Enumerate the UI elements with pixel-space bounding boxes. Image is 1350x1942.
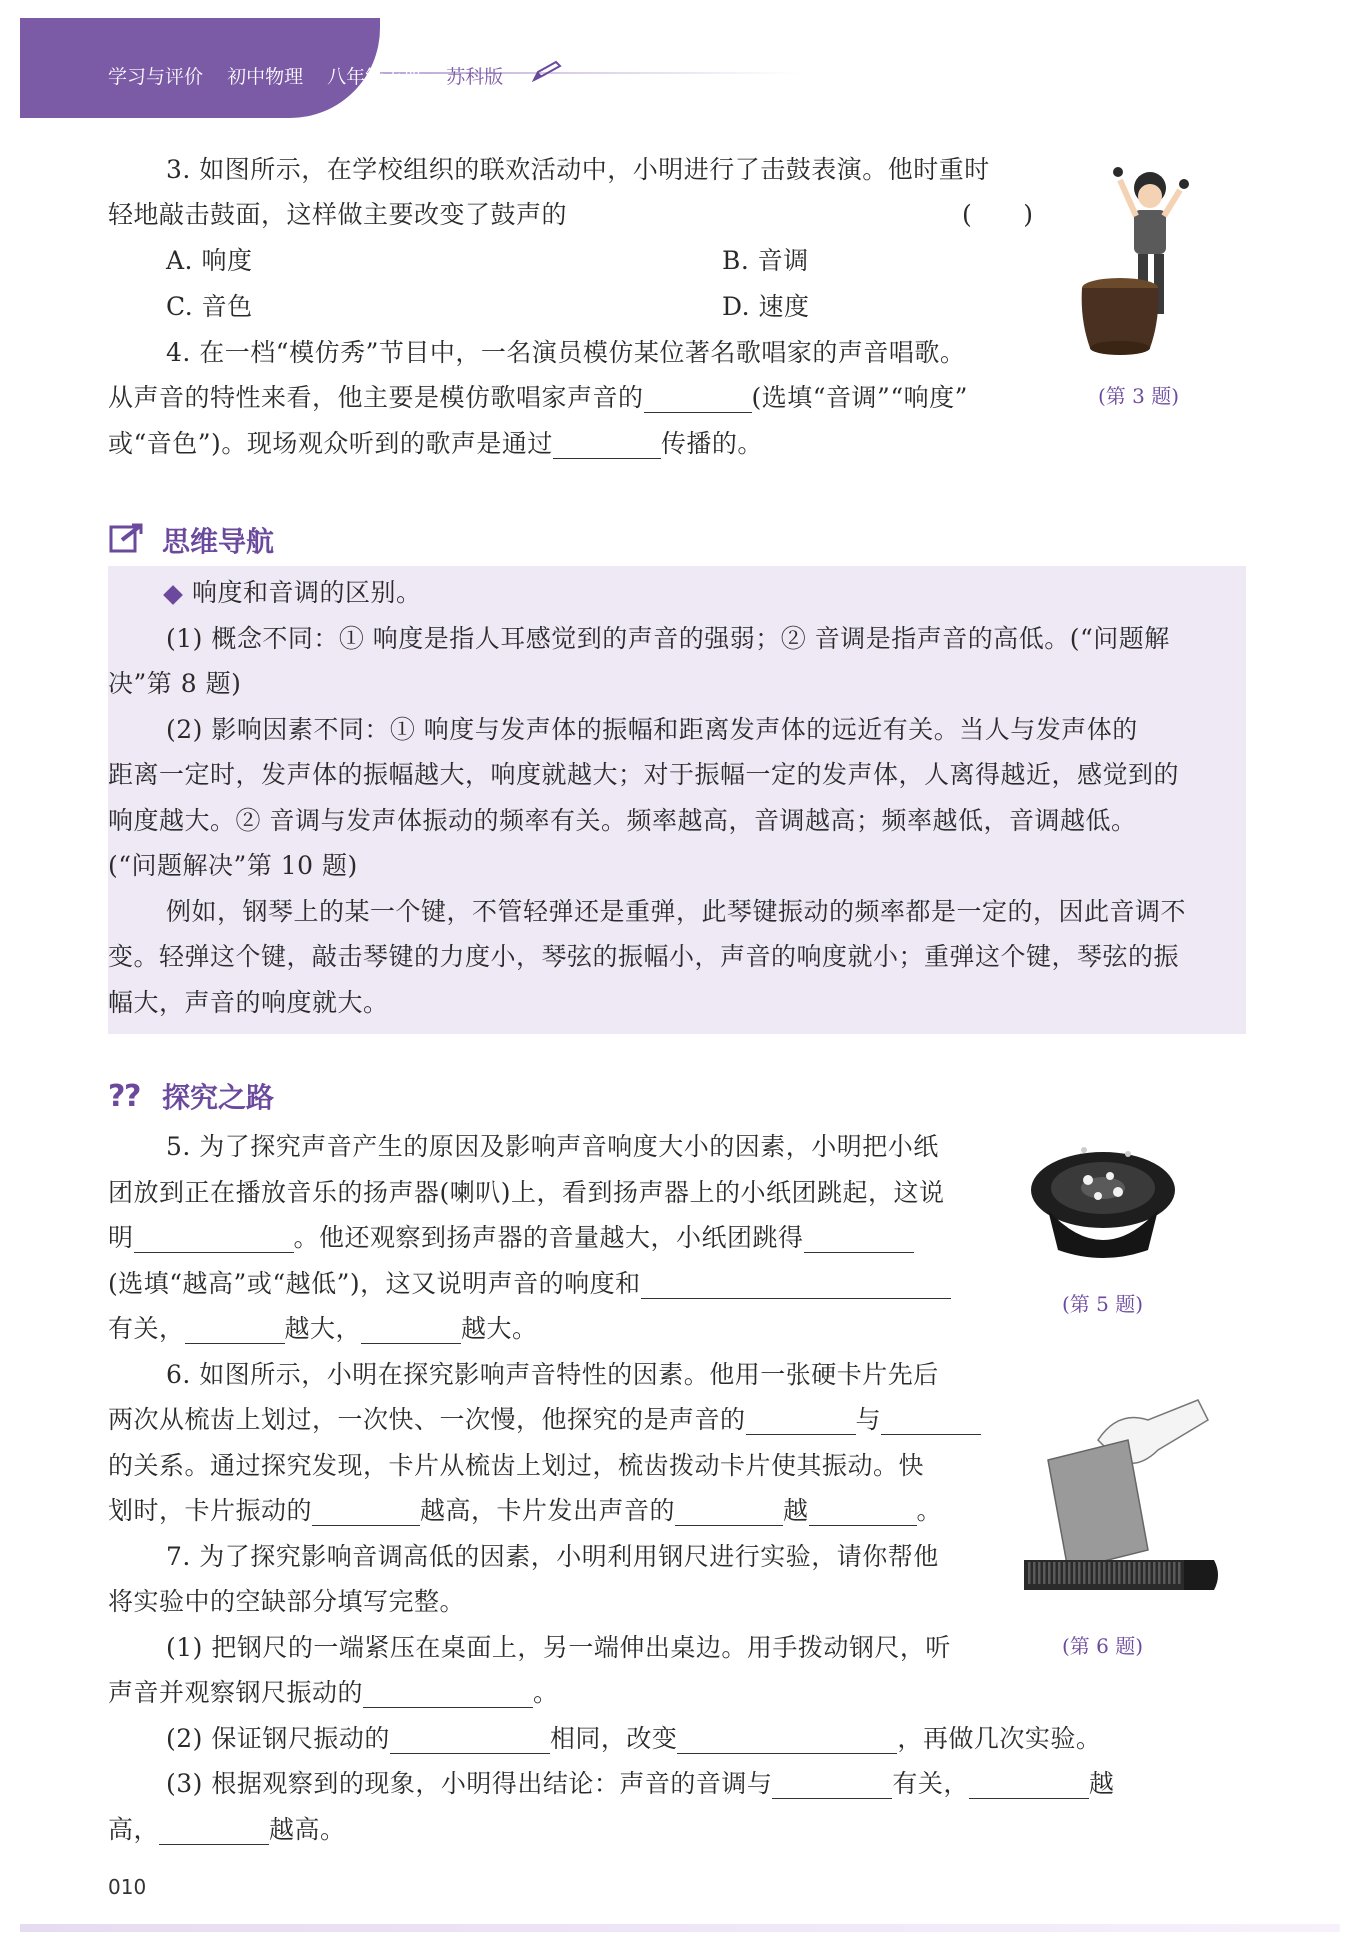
header-series: 学习与评价: [108, 66, 204, 88]
nav-p2b: 距离一定时，发声体的振幅越大，响度就越大；对于振幅一定的发声体，人离得越近，感觉到的: [108, 760, 1180, 789]
q7-blank-2[interactable]: [390, 1727, 550, 1754]
q5-line5-mid: 越大，: [284, 1314, 362, 1343]
q4-line2-hint: (选填“音调”“响度”: [751, 383, 968, 412]
q5-figure-caption: (第 5 题): [1062, 1292, 1144, 1316]
q4-line3-text: 或“音色”)。现场观众听到的歌声是通过: [108, 429, 553, 458]
q7-blank-3[interactable]: [677, 1727, 897, 1754]
q5-blank-4[interactable]: [185, 1317, 285, 1344]
q6-line1: 6. 如图所示，小明在探究影响声音特性的因素。他用一张硬卡片先后: [166, 1360, 939, 1389]
nav-p2a: (2) 影响因素不同：① 响度与发声体的振幅和距离发声体的远近有关。当人与发声体的: [166, 715, 1138, 744]
q7-step2-mid: 相同，改变: [549, 1724, 678, 1753]
pen-icon: [532, 60, 562, 82]
section-title-explore: 探究之路: [162, 1081, 275, 1114]
q7-step4-start: 高，: [108, 1815, 160, 1844]
q7-step1a: (1) 把钢尺的一端紧压在桌面上，另一端伸出桌边。用手拨动钢尺，听: [166, 1633, 951, 1662]
q5-blank-5[interactable]: [361, 1317, 461, 1344]
q4-line1: 4. 在一档“模仿秀”节目中，一名演员模仿某位著名歌唱家的声音唱歌。: [166, 338, 966, 367]
q5-line1: 5. 为了探究声音产生的原因及影响声音响度大小的因素，小明把小纸: [166, 1132, 939, 1161]
q5-line5-start: 有关，: [108, 1314, 185, 1343]
q7-line1: 7. 为了探究影响音调高低的因素，小明利用钢尺进行实验，请你帮他: [166, 1542, 939, 1571]
q3-figure-caption: (第 3 题): [1098, 384, 1180, 408]
question-marks-icon: [108, 1076, 148, 1112]
q5-line5: [108, 1314, 538, 1344]
q5-blank-2[interactable]: [804, 1226, 914, 1253]
q3-line1: 3. 如图所示，在学校组织的联欢活动中，小明进行了击鼓表演。他时重时: [166, 155, 990, 184]
page-number: 010: [108, 1875, 147, 1899]
q6-blank-2[interactable]: [881, 1408, 981, 1435]
q3-option-a[interactable]: A. 响度: [166, 246, 253, 275]
section-title-navigation: 思维导航: [162, 525, 275, 558]
q6-line4-start: 划时，卡片振动的: [108, 1496, 313, 1525]
q7-step3-mid: 有关，: [892, 1769, 969, 1798]
q6-line2-text: 两次从梳齿上划过，一次快、一次慢，他探究的是声音的: [108, 1405, 746, 1434]
q3-option-b[interactable]: B. 音调: [722, 246, 809, 275]
q7-step4: [108, 1815, 346, 1845]
q6-line2: [108, 1405, 981, 1435]
svg-text:?: ?: [124, 1079, 142, 1112]
q6-blank-5[interactable]: [809, 1499, 917, 1526]
q3-option-d[interactable]: D. 速度: [722, 292, 810, 321]
q7-step2-text: (2) 保证钢尺振动的: [166, 1724, 390, 1753]
q5-line4: [108, 1269, 951, 1299]
q4-line3-end: 传播的。: [660, 429, 763, 458]
q6-line4: [108, 1496, 942, 1526]
q7-blank-5[interactable]: [969, 1772, 1089, 1799]
q5-line5-end: 越大。: [461, 1314, 538, 1343]
q7-step1b-text: 声音并观察钢尺振动的: [108, 1678, 364, 1707]
nav-p3a: 例如，钢琴上的某一个键，不管轻弹还是重弹，此琴键振动的频率都是一定的，因此音调不: [166, 897, 1187, 926]
nav-heading-text: 响度和音调的区别。: [192, 578, 422, 607]
q6-line3: 的关系。通过探究发现，卡片从梳齿上划过，梳齿拨动卡片使其振动。快: [108, 1451, 925, 1480]
q7-step4-end: 越高。: [269, 1815, 346, 1844]
q4-line3: [108, 429, 763, 459]
header-level: 初中物理: [227, 66, 304, 88]
nav-p1a: (1) 概念不同：① 响度是指人耳感觉到的声音的强弱；② 音调是指声音的高低。(“问题解: [166, 624, 1170, 653]
navigation-icon: [108, 522, 144, 556]
q5-line2: 团放到正在播放音乐的扬声器(喇叭)上，看到扬声器上的小纸团跳起，这说: [108, 1178, 945, 1207]
header-edition: 苏科版: [446, 66, 504, 88]
q5-blank-3[interactable]: [641, 1272, 951, 1299]
nav-p2d: (“问题解决”第 10 题): [108, 851, 358, 880]
q6-line4-mid: 越高，卡片发出声音的: [420, 1496, 676, 1525]
q6-line4-yue: 越: [783, 1496, 809, 1525]
q7-blank-4[interactable]: [772, 1772, 892, 1799]
drum-player-illustration: [1080, 160, 1210, 360]
nav-p3b: 变。轻弹这个键，敲击琴键的力度小，琴弦的振幅小，声音的响度就小；重弹这个键，琴弦的振: [108, 942, 1180, 971]
nav-p2c: 响度越大。② 音调与发声体振动的频率有关。频率越高，音调越高；频率越低，音调越低。: [108, 806, 1137, 835]
q7-step1b-end: 。: [533, 1678, 559, 1707]
q7-step1b: [108, 1678, 559, 1708]
q4-blank-1[interactable]: [644, 386, 752, 413]
diamond-bullet-icon: [163, 585, 183, 605]
q7-step2: [166, 1724, 1101, 1754]
q7-blank-6[interactable]: [159, 1818, 269, 1845]
q7-line2: 将实验中的空缺部分填写完整。: [108, 1587, 466, 1616]
q5-line3: [108, 1223, 914, 1253]
q6-blank-4[interactable]: [675, 1499, 783, 1526]
q6-line2-and: 与: [855, 1405, 882, 1434]
nav-p3c: 幅大，声音的响度就大。: [108, 988, 389, 1017]
q3-line2: 轻地敲击鼓面，这样做主要改变了鼓声的: [108, 200, 568, 229]
q6-line4-end: 。: [916, 1496, 943, 1525]
q6-blank-3[interactable]: [312, 1499, 420, 1526]
q6-blank-1[interactable]: [746, 1408, 856, 1435]
q5-line3-start: 明: [108, 1223, 134, 1252]
svg-text:?: ?: [108, 1079, 126, 1112]
comb-card-illustration: [1018, 1380, 1218, 1610]
header-grade: 八年级上册: [327, 66, 423, 88]
q5-line3-text: 。他还观察到扬声器的音量越大，小纸团跳得: [293, 1223, 804, 1252]
q7-blank-1[interactable]: [363, 1681, 533, 1708]
q6-figure-caption: (第 6 题): [1062, 1634, 1144, 1658]
q7-step2-end: ，再做几次实验。: [897, 1724, 1102, 1753]
nav-heading: [166, 578, 422, 608]
footer-band: [20, 1924, 1340, 1932]
q4-line2: [108, 383, 968, 413]
q5-line4-text: (选填“越高”或“越低”)，这又说明声音的响度和: [108, 1269, 641, 1298]
speaker-illustration: [1028, 1140, 1178, 1280]
q5-blank-1[interactable]: [134, 1226, 294, 1253]
header-title: [108, 62, 521, 89]
q7-step3: [166, 1769, 1114, 1799]
q7-step3-end: 越: [1088, 1769, 1115, 1798]
q7-step3-text: (3) 根据观察到的现象，小明得出结论：声音的音调与: [166, 1769, 773, 1798]
q3-answer-paren[interactable]: ( ): [962, 200, 1034, 229]
nav-p1b: 决”第 8 题): [108, 669, 242, 698]
q4-blank-2[interactable]: [553, 432, 661, 459]
q3-option-c[interactable]: C. 音色: [166, 292, 253, 321]
q4-line2-text: 从声音的特性来看，他主要是模仿歌唱家声音的: [108, 383, 644, 412]
